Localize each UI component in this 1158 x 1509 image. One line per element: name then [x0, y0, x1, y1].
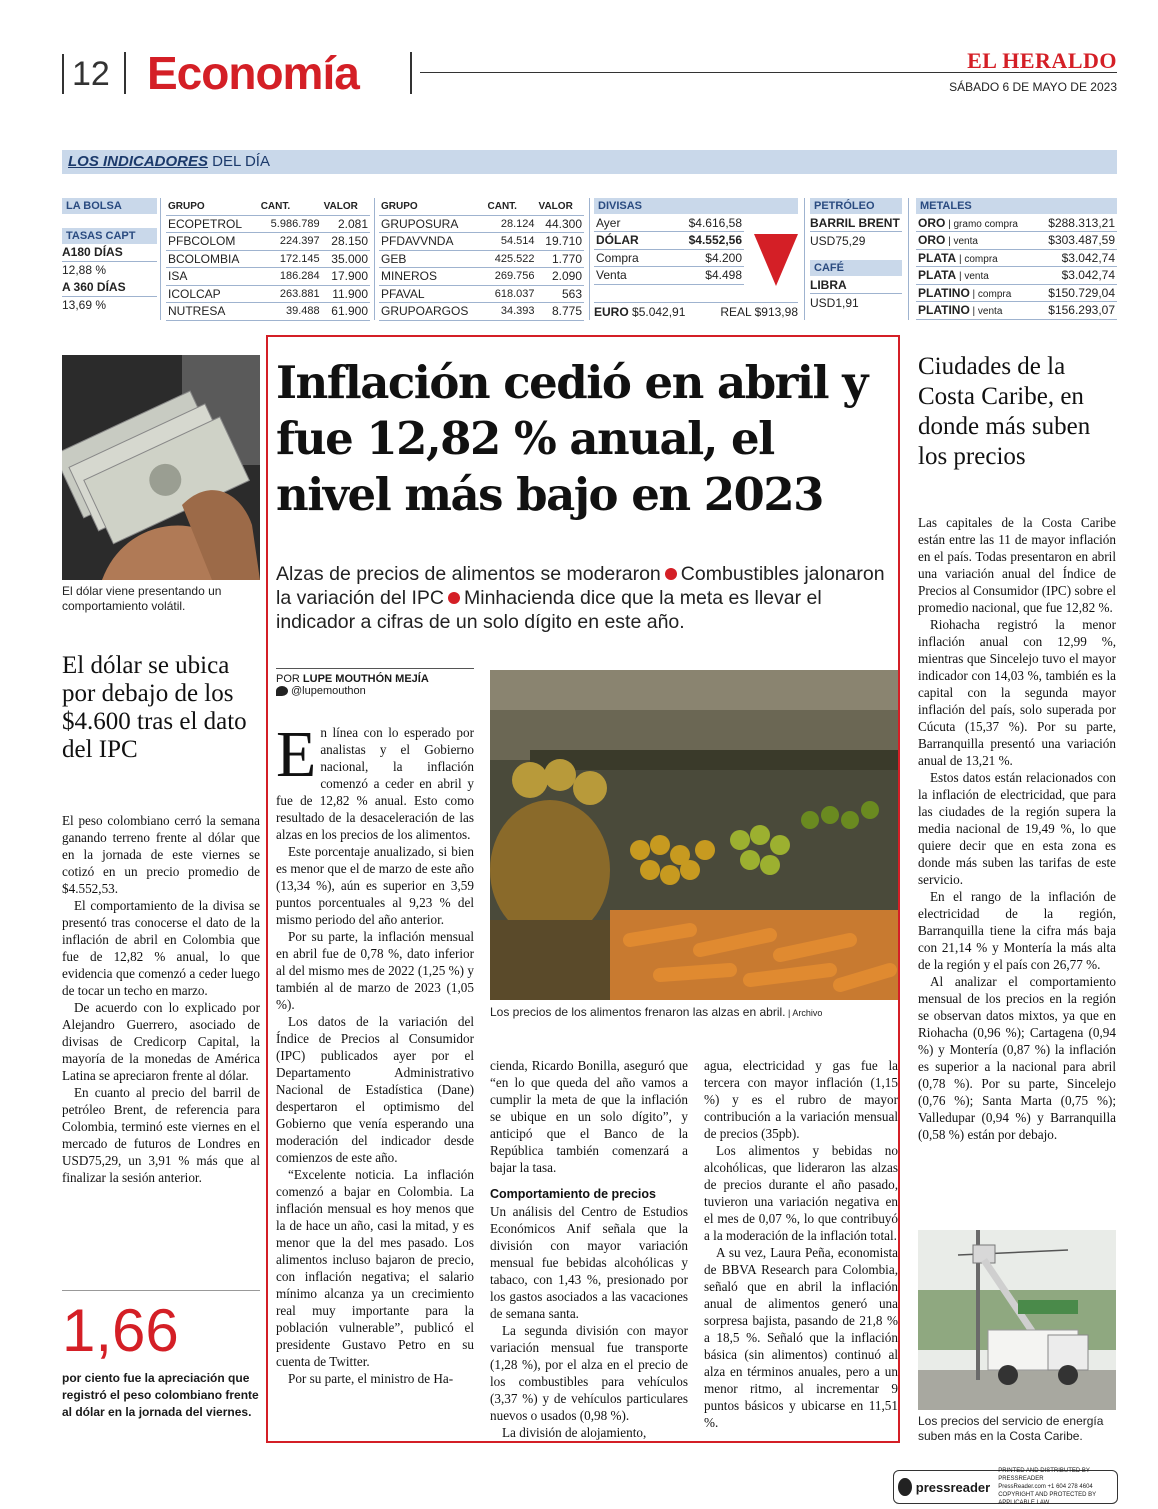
paragraph: Los alimentos y bebidas no alcohólicas, que lideraron las alzas de precios durante el año pasado, tuvieron una variación negativa en el mes de 0,07 %, lo que contribuyó a la moderación de la inflación total.	[704, 1143, 898, 1243]
table-row	[379, 268, 584, 286]
table-row	[379, 303, 584, 321]
col-header: GRUPO	[379, 198, 486, 215]
author-name: LUPE MOUTHÓN MEJÍA	[302, 673, 429, 685]
side-article-body	[62, 812, 260, 1186]
table-row	[166, 233, 370, 251]
big-number-text: por ciento fue la apreciación que registró el peso colombiano frente al dólar en la jornada del viernes.	[62, 1371, 259, 1419]
stock-name: GRUPOARGOS	[379, 303, 486, 321]
table-row	[166, 215, 370, 233]
footer-line: PRINTED AND DISTRIBUTED BY PRESSREADER	[998, 1468, 1090, 1482]
stock-quantity: 34.393	[486, 303, 537, 321]
paragraph: Al analizar el comportamiento mensual de los precios en la región se observan datos mixtos, ya que en Riohacha (0,96 %); Cartagena (0,94 %) y Montería (0,87 %) la inflación es superior a la nacional para abril (0,78 %). Por su parte, Sincelejo (0,76 %); Santa Marta (0,75 %); Valledupar (0,94 %) y Barranquilla (0,58 %) están por debajo.	[918, 974, 1116, 1142]
stock-value: 17.900	[322, 268, 370, 286]
metal-value: $303.487,59	[1036, 232, 1117, 250]
metal-name: PLATINO	[918, 285, 970, 300]
market-photo	[490, 670, 898, 1000]
table-row	[916, 232, 1117, 250]
stock-name: MINEROS	[379, 268, 486, 286]
stock-quantity: 172.145	[259, 250, 322, 268]
paragraph: De acuerdo con lo explicado por Alejandro Guerrero, asociado de divisas de Credicorp Capital, la mayoría de la monedas de América Latina se apreciaron frente al dólar.	[62, 1000, 260, 1083]
bullet-dot-icon	[448, 592, 460, 604]
divisas-box	[594, 198, 798, 319]
metal-label	[916, 302, 1036, 320]
paragraph: La división de alojamiento,	[502, 1425, 647, 1440]
divisas-label: DIVISAS	[594, 198, 798, 214]
stock-name: PFDAVVNDA	[379, 233, 486, 251]
twitter-icon	[276, 686, 288, 696]
paragraph: “Excelente noticia. La inflación comenzó a bajar en Colombia. La inflación mensual es hoy menos que la de hace un año, casi la mitad, y es menor que la del mes pasado. Los alimentos incluso bajaron de precio, con inflación negativa; el salario mínimo alcanza ya un crecimiento real muy importante para la población vulnerable”, publicó el presidente Gustavo Petro en su cuenta de Twitter.	[276, 1167, 474, 1369]
utility-truck-photo	[918, 1230, 1116, 1410]
tasas-label: TASAS CAPT	[62, 228, 157, 244]
caption-text: Los precios de los alimentos frenaron las alzas en abril.	[490, 1005, 786, 1019]
masthead-logo: EL HERALDO	[967, 48, 1117, 73]
metal-type: | compra	[956, 253, 998, 265]
author-twitter[interactable]: @lupemouthon	[291, 685, 366, 697]
subhead-point: Combustibles jalonaron la variación del IPC	[276, 563, 885, 609]
stock-quantity: 269.756	[486, 268, 537, 286]
metal-value: $3.042,74	[1036, 249, 1117, 267]
stock-value: 563	[537, 285, 584, 303]
pressreader-brand: pressreader	[915, 1479, 991, 1495]
stock-name: ECOPETROL	[166, 215, 259, 233]
paragraph: Riohacha registró la menor inflación anual con 12,99 %, mientras que Sincelejo tuvo el mayor indicador con 14,03 %, también es la capital con la segunda mayor inflación del país, solo superada por Cúcuta (15,37 %). Por su parte, Barranquilla presentó una variación anual de 13,21 %.	[918, 617, 1116, 768]
indicators-banner	[62, 150, 1117, 174]
table-row	[916, 302, 1117, 320]
subhead-point: Minhacienda dice que la meta es llevar el indicador a cifras de un solo dígito en este año.	[276, 587, 822, 633]
footer-line: COPYRIGHT AND PROTECTED BY APPLICABLE LAW	[998, 1492, 1096, 1506]
paragraph: El peso colombiano cerró la semana ganando terreno frente al dólar que en la jornada de este viernes se cotizó en un precio promedio de $4.552,53.	[62, 813, 260, 896]
table-row	[916, 249, 1117, 267]
paragraph: Los datos de la variación del Índice de Precios al Consumidor (IPC) publicados ayer por el Departamento Administrativo Nacional de Estadística (Dane) despertaron el optimismo del Gobierno que venía esperando una moderación del indicador desde comienzos de este año.	[276, 1014, 474, 1165]
byline	[276, 668, 474, 697]
metal-label	[916, 249, 1036, 267]
metal-value: $150.729,04	[1036, 284, 1117, 302]
drop-cap: E	[276, 718, 317, 791]
metales-box	[916, 198, 1117, 320]
table-row	[379, 285, 584, 303]
metal-name: PLATINO	[918, 303, 970, 318]
col-header: VALOR	[537, 198, 584, 215]
tasa-label: A 360 DÍAS	[62, 279, 157, 297]
photo-credit: | Archivo	[785, 1008, 823, 1018]
stock-value: 35.000	[322, 250, 370, 268]
stock-quantity: 5.986.789	[259, 215, 322, 233]
table-row	[916, 267, 1117, 285]
tasas-list	[62, 244, 157, 314]
photo-caption	[490, 1005, 898, 1021]
divisa-value: $4.552,56	[661, 232, 744, 250]
big-number: 1,66	[62, 1297, 179, 1364]
paragraph: Un análisis del Centro de Estudios Económicos Anif señala que la división con mayor variación mensual fue bebidas alcohólicas y tabaco, con 1,43 %, presionado por los gastos asociados a las vacaciones de semana santa.	[490, 1204, 688, 1321]
dollar-bills-photo	[62, 355, 260, 580]
tasa-value: 13,69 %	[62, 297, 107, 312]
stock-name: BCOLOMBIA	[166, 250, 259, 268]
header-divider	[410, 52, 412, 94]
table-row	[166, 268, 370, 286]
col-header: VALOR	[322, 198, 370, 215]
table-row	[379, 215, 584, 233]
bolsa-label: LA BOLSA	[62, 198, 157, 214]
table-row	[166, 285, 370, 303]
stock-value: 2.081	[322, 215, 370, 233]
stock-name: PFAVAL	[379, 285, 486, 303]
main-body-col1	[276, 718, 474, 1387]
photo-caption: Los precios del servicio de energía suben más en la Costa Caribe.	[918, 1414, 1104, 1443]
divisa-value: $4.200	[661, 249, 744, 267]
metal-type: | gramo compra	[945, 218, 1018, 230]
metal-label	[916, 232, 1036, 250]
table-row	[916, 214, 1117, 232]
tasa-label: A180 DÍAS	[62, 244, 157, 262]
stock-name: ISA	[166, 268, 259, 286]
table-row	[594, 214, 744, 232]
dateline: SÁBADO 6 DE MAYO DE 2023	[949, 80, 1117, 94]
metal-label	[916, 284, 1036, 302]
metales-table	[916, 214, 1117, 320]
paragraph: Las capitales de la Costa Caribe están entre las 11 de mayor inflación en el país. Todas presentaron en abril una variación anual del Índice de Precios al Consumidor (IPC) sobre el promedio nacional, que fue 12,82 %.	[918, 515, 1116, 615]
paragraph: n línea con lo esperado por analistas y el Gobierno nacional, la inflación comenzó a ceder en abril y fue de 12,82 % anual. Esto como resultado de la desaceleración de las alzas en los precios de los alimentos.	[276, 725, 474, 842]
col-header: GRUPO	[166, 198, 259, 215]
stocks-table-b	[379, 198, 584, 321]
petroleo-name: BARRIL BRENT	[810, 214, 902, 232]
paragraph: agua, electricidad y gas fue la tercera con mayor inflación (1,15 %) y es el rubro de mayor contribución a la variación mensual de precios (35pb).	[704, 1058, 898, 1141]
table-row	[379, 250, 584, 268]
metal-name: PLATA	[918, 268, 957, 283]
metales-label: METALES	[916, 198, 1117, 214]
footer-line: PressReader.com +1 604 278 4604	[998, 1484, 1093, 1490]
paragraph: Por su parte, la inflación mensual en abril fue de 0,78 %, dato inferior al del mismo mes de 2022 (1,25 %) y también al de marzo de 2023 (1,05 %).	[276, 929, 474, 1012]
paragraph: En cuanto al precio del barril de petróleo Brent, de referencia para Colombia, terminó este viernes en el mercado de futuros de Londres en USD75,29, un 3,91 % más que al finalizar la sesión anterior.	[62, 1085, 260, 1185]
divisas-table	[594, 214, 744, 285]
stock-name: GRUPOSURA	[379, 215, 486, 233]
metal-value: $288.313,21	[1036, 214, 1117, 232]
stock-value: 19.710	[537, 233, 584, 251]
metal-type: | venta	[969, 306, 1003, 318]
divisa-value: $4.616,58	[661, 214, 744, 232]
cafe-name: LIBRA	[810, 276, 902, 294]
petroleo-label: PETRÓLEO	[810, 198, 902, 214]
stocks-table-a	[166, 198, 370, 321]
table-row	[594, 232, 744, 250]
stock-value: 8.775	[537, 303, 584, 321]
divisa-label: Ayer	[594, 214, 661, 232]
paragraph: La segunda división con mayor variación mensual fue transporte (1,28 %), por el alza en el precio de los combustibles para vehículos (3,37 %) y de vehículos particulares nuevos o usados (0,98 %).	[490, 1323, 688, 1423]
pressreader-badge	[893, 1470, 1118, 1504]
stock-name: NUTRESA	[166, 303, 259, 321]
table-row	[379, 233, 584, 251]
bolsa-box	[62, 198, 157, 314]
main-body-col2	[490, 1057, 688, 1441]
main-headline: Inflación cedió en abril y fue 12,82 % anual, el nivel más bajo en 2023	[276, 356, 867, 521]
real-value: $913,98	[754, 305, 798, 319]
petroleo-value: USD75,29	[810, 234, 866, 248]
paragraph: Por su parte, el ministro de Ha-	[288, 1371, 454, 1386]
stock-value: 11.900	[322, 285, 370, 303]
subhead-point: Alzas de precios de alimentos se moderaron	[276, 563, 661, 585]
table-row	[166, 250, 370, 268]
table-row	[594, 267, 744, 285]
euro-label: EURO	[594, 305, 629, 319]
col-header: CANT.	[486, 198, 537, 215]
metal-value: $156.293,07	[1036, 302, 1117, 320]
paragraph: A su vez, Laura Peña, economista de BBVA Research para Colombia, señaló que en abril la inflación anual de alimentos generó una sorpresa bajista, pasando de 21,8 % a 18,5 %. Señaló que la inflación básica (sin alimentos) continuó al alza en términos anuales, pero a un menor ritmo, al incrementar 9 puntos básicos y ubicarse en 11,51 %.	[704, 1245, 898, 1430]
cafe-value: USD1,91	[810, 296, 859, 310]
metal-name: ORO	[918, 215, 946, 230]
main-subheadline	[276, 562, 898, 634]
paragraph: En el rango de la inflación de electricidad de la región, Barranquilla tiene la cifra más baja con 21,14 % y Montería la más alta de la región y el país con 26,77 %.	[918, 889, 1116, 972]
stock-quantity: 618.037	[486, 285, 537, 303]
cafe-label: CAFÉ	[810, 260, 902, 276]
stock-name: ICOLCAP	[166, 285, 259, 303]
divisa-label: Compra	[594, 249, 661, 267]
table-row	[594, 249, 744, 267]
paragraph: Este porcentaje anualizado, si bien es menor que el de marzo de este año (13,34 %), aún es superior en 3,59 puntos porcentuales al 9,23 % del mismo periodo del año anterior.	[276, 844, 474, 927]
bullet-dot-icon	[665, 568, 677, 580]
stock-quantity: 425.522	[486, 250, 537, 268]
paragraph: El comportamiento de la divisa se presentó tras conocerse el dato de la inflación de abril en Colombia que fue de 12,82 % anual, lo que evidencia que comenzó a ceder luego de tocar un techo en marzo.	[62, 898, 260, 998]
table-row	[916, 284, 1117, 302]
metal-value: $3.042,74	[1036, 267, 1117, 285]
euro-value: $5.042,91	[632, 305, 686, 319]
main-body-col3	[704, 1057, 898, 1435]
metal-type: | venta	[945, 236, 978, 248]
pressreader-logo-icon	[898, 1478, 912, 1496]
stock-name: PFBCOLOM	[166, 233, 259, 251]
photo-caption: El dólar viene presentando un comportamiento volátil.	[62, 584, 222, 613]
metal-label	[916, 214, 1036, 232]
stock-quantity: 224.397	[259, 233, 322, 251]
stock-value: 1.770	[537, 250, 584, 268]
stock-value: 44.300	[537, 215, 584, 233]
metal-name: PLATA	[918, 250, 957, 265]
paragraph: cienda, Ricardo Bonilla, aseguró que “en lo que queda del año vamos a cumplir la meta de que la inflación se ubique en un solo dígito”, y anticipó que el Banco de la República también comenzará a bajar la tasa.	[490, 1058, 688, 1175]
stock-name: GEB	[379, 250, 486, 268]
right-headline: Ciudades de la Costa Caribe, en donde más suben los precios	[918, 353, 1091, 470]
indicators-title-rest: DEL DÍA	[208, 153, 270, 170]
stock-quantity: 263.881	[259, 285, 322, 303]
stock-value: 2.090	[537, 268, 584, 286]
metal-type: | venta	[956, 271, 989, 283]
stock-quantity: 186.284	[259, 268, 322, 286]
side-headline: El dólar se ubica por debajo de los $4.600 tras el dato del IPC	[62, 652, 247, 763]
real-label: REAL	[720, 305, 752, 319]
down-arrow-icon	[754, 234, 798, 286]
metal-label	[916, 267, 1036, 285]
col-header: CANT.	[259, 198, 322, 215]
indicators-title: LOS INDICADORES	[68, 153, 209, 170]
divisa-label: Venta	[594, 267, 661, 285]
stock-quantity: 28.124	[486, 215, 537, 233]
divisa-label: DÓLAR	[594, 232, 661, 250]
right-article-body	[918, 514, 1116, 1143]
header-divider	[124, 52, 126, 94]
paragraph: Estos datos están relacionados con la inflación de electricidad, que para las ciudades de la región supera la media nacional de 19,49 %, lo que quiere decir que en esta zona es donde más suben las tarifas de este servicio.	[918, 770, 1116, 887]
stock-value: 61.900	[322, 303, 370, 321]
tasa-value: 12,88 %	[62, 262, 107, 277]
metal-type: | compra	[969, 288, 1012, 300]
section-title: Economía	[147, 47, 359, 99]
stock-quantity: 54.514	[486, 233, 537, 251]
metal-name: ORO	[918, 233, 946, 248]
section-subhead: Comportamiento de precios	[490, 1187, 656, 1201]
byline-prefix: POR	[276, 673, 303, 685]
page-number: 12	[62, 54, 110, 94]
stock-quantity: 39.488	[259, 303, 322, 321]
table-row	[166, 303, 370, 321]
petroleo-box	[810, 198, 902, 312]
divisa-value: $4.498	[661, 267, 744, 285]
stock-value: 28.150	[322, 233, 370, 251]
